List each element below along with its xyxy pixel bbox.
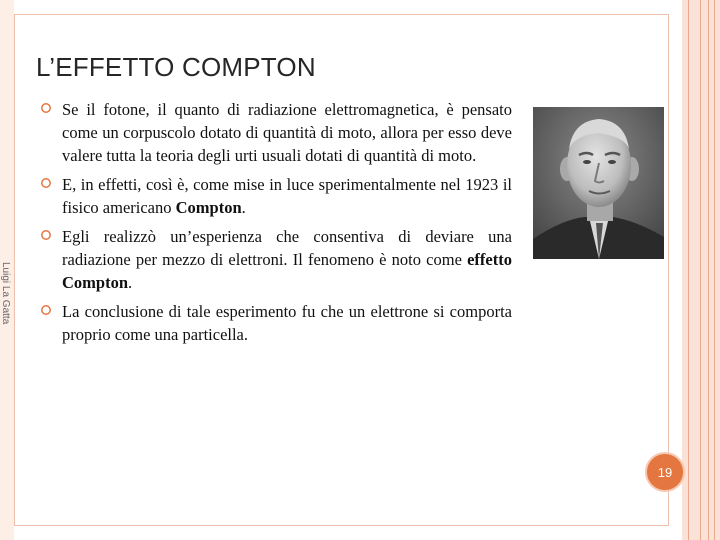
- circle-bullet-icon: [40, 177, 52, 189]
- bullet-text-end: .: [128, 273, 133, 292]
- circle-bullet-icon: [40, 229, 52, 241]
- bullet-emphasis: Compton: [175, 198, 242, 217]
- portrait-photo: [533, 107, 664, 259]
- page-number-badge: [645, 452, 685, 492]
- bullet-item: [40, 225, 512, 294]
- bullet-text: Egli realizzò un’esperienza che consentiva di deviare una radiazione per mezzo di elettroni. Il fenomeno è noto come: [62, 227, 512, 269]
- bullet-text-end: .: [241, 198, 246, 217]
- bullet-item: [40, 300, 512, 346]
- bullet-item: [40, 98, 512, 167]
- bullet-item: [40, 173, 512, 219]
- bullet-text: E, in effetti, così è, come mise in luce sperimentalmente nel 1923 il fisico americano: [62, 175, 512, 217]
- bullet-text: Se il fotone, il quanto di radiazione elettromagnetica, è pensato come un corpuscolo dotato di quantità di moto, allora per esso deve valere tutta la teoria degli urti usuali dotati di quantità di moto.: [62, 100, 512, 165]
- bullet-list: [40, 98, 512, 352]
- circle-bullet-icon: [40, 102, 52, 114]
- slide-title: L’EFFETTO COMPTON: [36, 52, 316, 82]
- author-name: Luigi La Gatta: [0, 262, 11, 325]
- frame-line: [700, 0, 701, 540]
- frame-line: [708, 0, 709, 540]
- circle-bullet-icon: [40, 304, 52, 316]
- author-vertical-label: [0, 262, 23, 325]
- page-number: 19: [657, 464, 673, 480]
- bullet-emphasis: effetto Compton: [62, 250, 512, 292]
- frame-line: [688, 0, 689, 540]
- frame-line: [714, 0, 715, 540]
- bullet-text: La conclusione di tale esperimento fu che un elettrone si comporta proprio come una particella.: [62, 302, 512, 344]
